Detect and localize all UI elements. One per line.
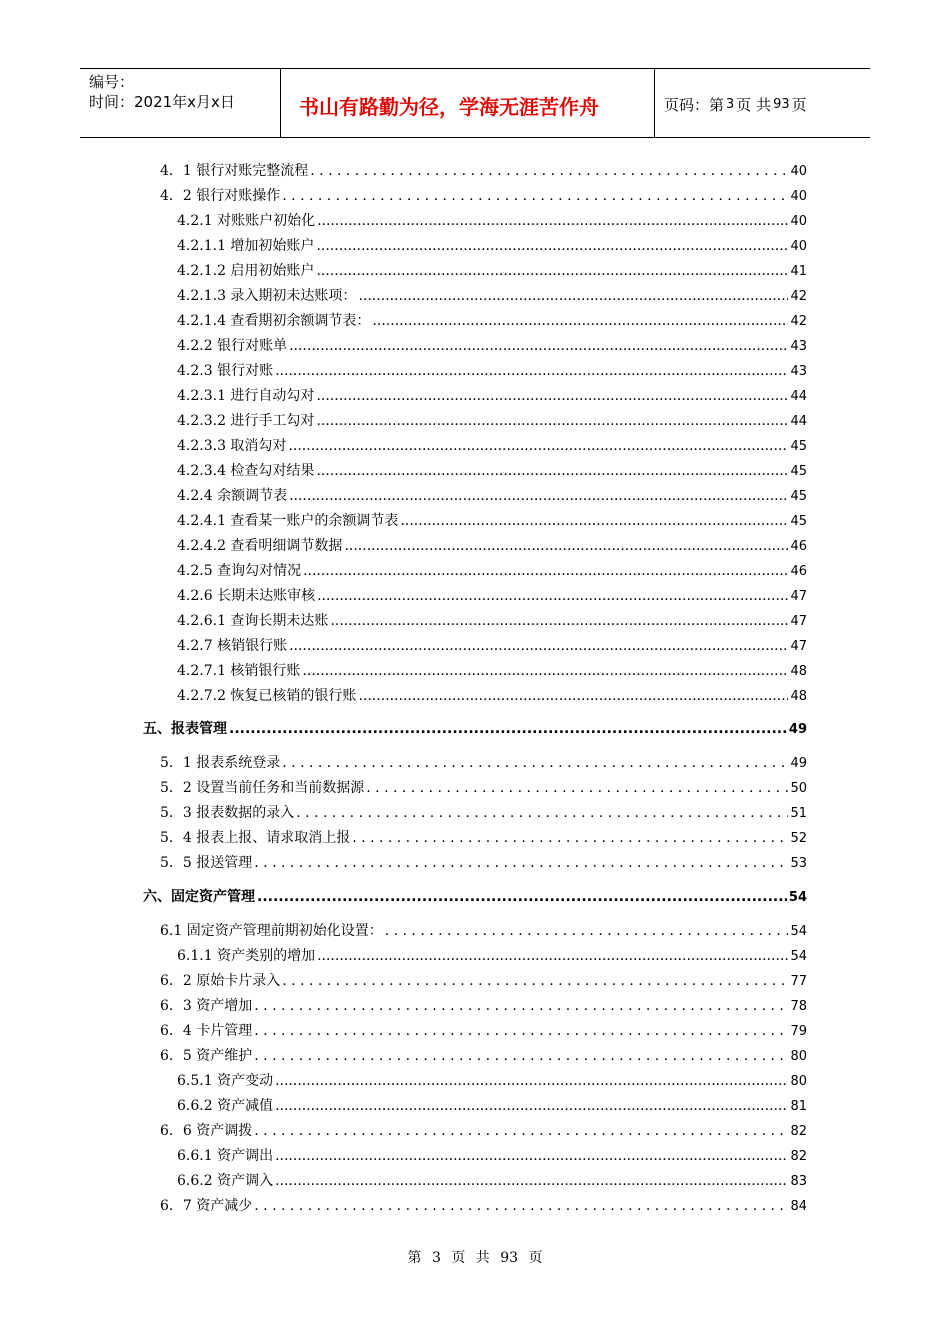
header-motto: 书山有路勤为径，学海无涯苦作舟 — [281, 69, 655, 137]
toc-entry[interactable] — [160, 752, 807, 774]
toc-entry-label: 六、固定资产管理 — [143, 889, 255, 905]
toc-entry-label: 4．1 银行对账完整流程 — [160, 163, 309, 179]
toc-leader-dots — [317, 945, 788, 967]
toc-leader-dots — [302, 660, 788, 682]
toc-entry-label: 4.2.6 长期未达账审核 — [177, 588, 316, 604]
toc-entry-page: 44 — [790, 414, 807, 429]
toc-entry[interactable] — [160, 827, 807, 849]
toc-entry-page: 54 — [790, 924, 807, 939]
toc-entry-label: 5．1 报表系统登录 — [160, 755, 281, 771]
toc-entry-page: 44 — [790, 389, 807, 404]
toc-entry-page: 45 — [790, 489, 807, 504]
toc-entry-label: 4.2.7 核销银行账 — [177, 638, 288, 654]
toc-entry-page: 40 — [790, 239, 807, 254]
toc-entry-page: 82 — [790, 1124, 807, 1139]
toc-entry-page: 45 — [790, 464, 807, 479]
toc-entry[interactable] — [177, 1170, 807, 1192]
toc-entry-label: 6.5.1 资产变动 — [177, 1073, 274, 1089]
toc-leader-dots — [275, 1095, 788, 1117]
toc-entry[interactable] — [160, 1120, 807, 1142]
toc-entry[interactable] — [177, 1145, 807, 1167]
toc-entry[interactable] — [160, 185, 807, 207]
toc-entry[interactable] — [177, 585, 807, 607]
toc-entry-page: 49 — [790, 756, 807, 771]
toc-entry-label: 5．5 报送管理 — [160, 855, 253, 871]
toc-entry-page: 40 — [790, 214, 807, 229]
toc-entry[interactable] — [160, 920, 807, 942]
toc-leader-dots — [366, 777, 788, 799]
toc-leader-dots — [310, 160, 788, 182]
toc-entry-page: 41 — [790, 264, 807, 279]
toc-entry[interactable] — [143, 886, 807, 908]
toc-entry-label: 4.2.3.2 进行手工勾对 — [177, 413, 315, 429]
toc-leader-dots — [317, 210, 788, 232]
toc-entry-label: 4.2.2 银行对账单 — [177, 338, 288, 354]
header-page-suffix: 页 — [791, 95, 807, 114]
toc-entry-label: 4.2.1 对账账户初始化 — [177, 213, 316, 229]
toc-entry-page: 46 — [790, 539, 807, 554]
toc-entry-label: 6.6.1 资产调出 — [177, 1148, 274, 1164]
footer-total: 93 — [500, 1250, 519, 1266]
toc-leader-dots — [352, 827, 788, 849]
toc-entry-label: 4.2.3.1 进行自动勾对 — [177, 388, 315, 404]
footer-mid1: 页 — [451, 1250, 466, 1266]
toc-entry-page: 50 — [790, 781, 807, 796]
toc-entry-label: 5．2 设置当前任务和当前数据源 — [160, 780, 365, 796]
toc-entry-label: 4.2.5 查询勾对情况 — [177, 563, 302, 579]
toc-leader-dots — [275, 1170, 788, 1192]
toc-entry-label: 6.6.2 资产调入 — [177, 1173, 274, 1189]
toc-entry-label: 4.2.4.1 查看某一账户的余额调节表 — [177, 513, 399, 529]
toc-leader-dots — [254, 1020, 788, 1042]
toc-entry-page: 45 — [790, 439, 807, 454]
toc-entry[interactable] — [177, 285, 807, 307]
toc-entry[interactable] — [160, 970, 807, 992]
toc-entry-page: 78 — [790, 999, 807, 1014]
toc-entry-label: 6．6 资产调拨 — [160, 1123, 253, 1139]
toc-entry-label: 6．2 原始卡片录入 — [160, 973, 281, 989]
toc-entry[interactable] — [177, 310, 807, 332]
toc-leader-dots — [254, 852, 788, 874]
toc-entry-page: 47 — [790, 639, 807, 654]
toc-entry-label: 6.1 固定资产管理前期初始化设置： — [160, 923, 383, 939]
toc-leader-dots — [316, 385, 788, 407]
toc-entry-page: 84 — [790, 1199, 807, 1214]
toc-entry[interactable] — [177, 485, 807, 507]
toc-entry[interactable] — [177, 685, 807, 707]
toc-entry-page: 45 — [790, 514, 807, 529]
toc-entry[interactable] — [177, 945, 807, 967]
toc-entry-page: 80 — [790, 1049, 807, 1064]
toc-leader-dots — [316, 410, 788, 432]
toc-entry-label: 6．5 资产维护 — [160, 1048, 253, 1064]
toc-entry-page: 48 — [790, 689, 807, 704]
toc-entry-label: 4.2.1.3 录入期初未达账项： — [177, 288, 357, 304]
toc-entry-page: 80 — [790, 1074, 807, 1089]
toc-entry-page: 54 — [788, 890, 807, 905]
toc-entry-page: 54 — [790, 949, 807, 964]
footer-prefix: 第 — [407, 1250, 422, 1266]
toc-entry[interactable] — [177, 560, 807, 582]
toc-entry-page: 48 — [790, 664, 807, 679]
toc-entry-label: 4.2.3 银行对账 — [177, 363, 274, 379]
toc-leader-dots — [303, 560, 788, 582]
header-page-total: 93 — [773, 96, 790, 112]
toc-entry-label: 4.2.3.3 取消勾对 — [177, 438, 287, 454]
toc-entry-page: 40 — [790, 164, 807, 179]
toc-leader-dots — [254, 1120, 788, 1142]
toc-entry[interactable] — [160, 1045, 807, 1067]
header-page-prefix: 页码：第 — [664, 95, 725, 114]
toc-entry-label: 4.2.7.2 恢复已核销的银行账 — [177, 688, 357, 704]
toc-leader-dots — [344, 535, 788, 557]
toc-entry-label: 4.2.1.2 启用初始账户 — [177, 263, 315, 279]
toc-entry[interactable] — [177, 410, 807, 432]
toc-entry-label: 6．3 资产增加 — [160, 998, 253, 1014]
toc-entry-page: 43 — [790, 339, 807, 354]
toc-entry[interactable] — [143, 718, 807, 740]
toc-leader-dots — [275, 1070, 788, 1092]
toc-entry-label: 5．3 报表数据的录入 — [160, 805, 295, 821]
toc-leader-dots — [289, 635, 788, 657]
toc-entry-label: 4.2.4.2 查看明细调节数据 — [177, 538, 343, 554]
toc-leader-dots — [358, 685, 788, 707]
toc-leader-dots — [330, 610, 788, 632]
toc-entry-page: 52 — [790, 831, 807, 846]
toc-entry[interactable] — [160, 1020, 807, 1042]
toc-leader-dots — [385, 920, 789, 942]
footer-current: 3 — [431, 1250, 441, 1266]
toc-entry-page: 79 — [790, 1024, 807, 1039]
toc-leader-dots — [254, 995, 788, 1017]
toc-entry-label: 6.1.1 资产类别的增加 — [177, 948, 316, 964]
header-time: 时间：2021年x月x日 — [89, 93, 235, 111]
toc-entry[interactable] — [177, 535, 807, 557]
toc-entry-page: 53 — [790, 856, 807, 871]
toc-entry-page: 43 — [790, 364, 807, 379]
toc-entry[interactable] — [177, 335, 807, 357]
toc-leader-dots — [289, 335, 788, 357]
page-footer — [0, 1247, 950, 1267]
toc-entry-page: 81 — [790, 1099, 807, 1114]
header-code: 编号： — [89, 73, 135, 91]
toc-leader-dots — [275, 1145, 788, 1167]
toc-leader-dots — [257, 886, 787, 908]
toc-entry[interactable] — [177, 660, 807, 682]
toc-leader-dots — [358, 285, 788, 307]
footer-suffix: 页 — [528, 1250, 543, 1266]
toc-entry-label: 五、报表管理 — [143, 721, 227, 737]
toc-entry[interactable] — [160, 160, 807, 182]
toc-leader-dots — [316, 260, 788, 282]
header-page-current: 3 — [726, 96, 735, 112]
footer-mid2: 共 — [475, 1250, 490, 1266]
toc-entry-label: 4.2.1.4 查看期初余额调节表： — [177, 313, 371, 329]
toc-entry[interactable] — [160, 1195, 807, 1217]
toc-leader-dots — [254, 1195, 788, 1217]
toc-entry-page: 77 — [790, 974, 807, 989]
toc-entry[interactable] — [177, 235, 807, 257]
toc-entry-page: 40 — [790, 189, 807, 204]
header-page-mid: 页 共 — [736, 95, 772, 114]
toc-entry[interactable] — [177, 510, 807, 532]
toc-leader-dots — [372, 310, 788, 332]
toc-entry[interactable] — [177, 210, 807, 232]
toc-entry-page: 83 — [790, 1174, 807, 1189]
toc-leader-dots — [254, 1045, 788, 1067]
toc-leader-dots — [282, 970, 788, 992]
toc-entry-label: 5．4 报表上报、请求取消上报 — [160, 830, 351, 846]
toc-entry[interactable] — [177, 435, 807, 457]
toc-entry-label: 4.2.4 余额调节表 — [177, 488, 288, 504]
toc-leader-dots — [316, 460, 788, 482]
toc-entry-label: 4.2.6.1 查询长期未达账 — [177, 613, 329, 629]
toc-entry[interactable] — [177, 460, 807, 482]
toc-entry-label: 4.2.3.4 检查勾对结果 — [177, 463, 315, 479]
toc-leader-dots — [316, 235, 788, 257]
toc-entry[interactable] — [160, 802, 807, 824]
toc-leader-dots — [289, 485, 788, 507]
toc-entry-label: 6．4 卡片管理 — [160, 1023, 253, 1039]
toc-entry-page: 49 — [788, 722, 807, 737]
toc-entry-label: 6．7 资产减少 — [160, 1198, 253, 1214]
toc-entry[interactable] — [177, 360, 807, 382]
toc-entry[interactable] — [177, 610, 807, 632]
toc-entry-label: 6.6.2 资产减值 — [177, 1098, 274, 1114]
toc-leader-dots — [282, 752, 788, 774]
toc-leader-dots — [275, 360, 788, 382]
toc-entry-page: 42 — [790, 314, 807, 329]
toc-entry-label: 4.2.1.1 增加初始账户 — [177, 238, 315, 254]
toc-entry[interactable] — [177, 1070, 807, 1092]
toc-leader-dots — [288, 435, 788, 457]
toc-entry-page: 51 — [790, 806, 807, 821]
toc-leader-dots — [282, 185, 788, 207]
toc-entry[interactable] — [177, 635, 807, 657]
toc-entry[interactable] — [160, 852, 807, 874]
toc-entry[interactable] — [177, 260, 807, 282]
toc-entry-page: 47 — [790, 614, 807, 629]
toc-entry-page: 46 — [790, 564, 807, 579]
toc-entry-page: 47 — [790, 589, 807, 604]
toc-entry[interactable] — [160, 995, 807, 1017]
toc-leader-dots — [400, 510, 788, 532]
toc-entry-label: 4．2 银行对账操作 — [160, 188, 281, 204]
toc-entry[interactable] — [177, 385, 807, 407]
toc-leader-dots — [317, 585, 788, 607]
toc-entry[interactable] — [160, 777, 807, 799]
toc-entry[interactable] — [177, 1095, 807, 1117]
toc-leader-dots — [296, 802, 788, 824]
toc-entry-page: 82 — [790, 1149, 807, 1164]
toc-entry-page: 42 — [790, 289, 807, 304]
toc-leader-dots — [229, 718, 787, 740]
toc-entry-label: 4.2.7.1 核销银行账 — [177, 663, 301, 679]
